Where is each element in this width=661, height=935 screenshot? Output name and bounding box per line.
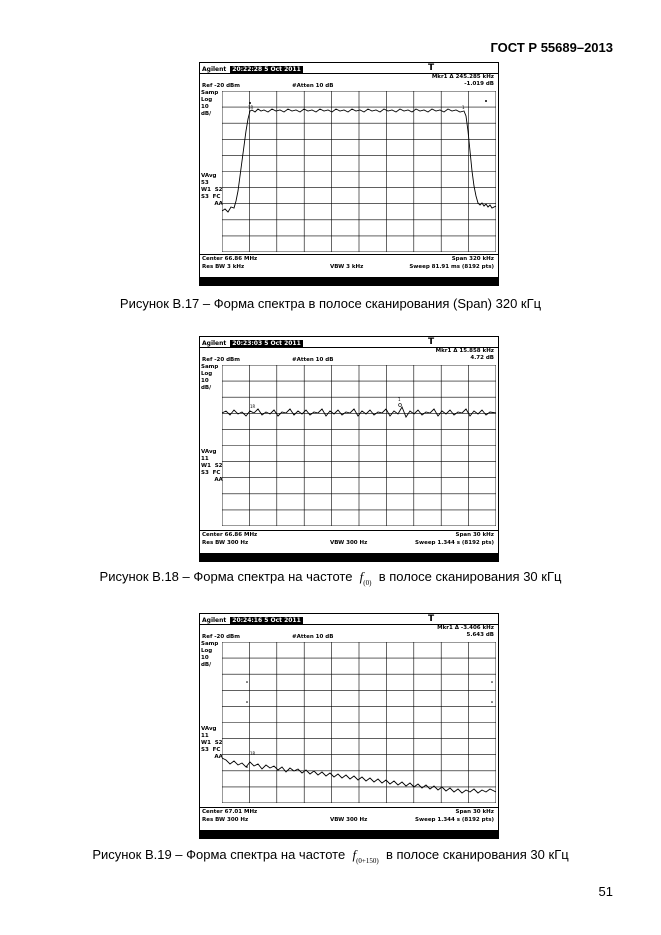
timestamp: 20:24:16 5 Oct 2011 [232,617,301,624]
svg-text:1R: 1R [250,751,256,756]
figure-caption-2: Рисунок В.18 – Форма спектра на частоте $f_{(0)}$ в полосе сканирования 30 кГц [99,569,562,587]
trigger-icon: T [428,63,435,73]
sweep: Sweep 81.91 ms (8192 pts) [409,264,494,270]
trigger-icon: T [428,337,435,347]
sweep: Sweep 1.344 s (8192 pts) [415,540,494,546]
avg-mode: VAvg 53 W1 S2 S3 FC AA [201,173,223,207]
ref-level: Ref -20 dBm [202,83,240,89]
ref-level: Ref -20 dBm [202,634,240,640]
instrument-header [202,340,303,347]
avg-mode: VAvg 11 W1 S2 S3 FC AA [201,449,223,483]
span: Span 30 kHz [455,809,494,815]
span: Span 320 kHz [451,256,494,262]
spectrum-screenshot-2 [199,336,499,562]
figure-caption-1: Рисунок В.17 – Форма спектра в полосе сканирования (Span) 320 кГц [119,296,542,311]
agilent-logo: Agilent [202,340,227,347]
sweep: Sweep 1.344 s (8192 pts) [415,817,494,823]
center-freq: Center 66.86 MHz [202,532,258,538]
attenuation: #Atten 10 dB [292,357,334,363]
status-bar [200,553,498,561]
span: Span 30 kHz [455,532,494,538]
spectrum-plot [222,642,496,803]
spectrum-plot [222,91,496,252]
vbw: VBW 3 kHz [330,264,364,270]
res-bw: Res BW 3 kHz [202,264,245,270]
timestamp: 20:22:28 5 Oct 2011 [232,66,301,73]
agilent-logo: Agilent [202,66,227,73]
svg-text:1R: 1R [248,105,254,110]
svg-text:1: 1 [462,105,465,110]
spectrum-screenshot-3 [199,613,499,839]
avg-mode: VAvg 11 W1 S2 S3 FC AA [201,726,223,760]
res-bw: Res BW 300 Hz [202,817,249,823]
attenuation: #Atten 10 dB [292,634,334,640]
timestamp: 20:23:03 5 Oct 2011 [232,340,301,347]
center-freq: Center 66.86 MHz [202,256,258,262]
standard-header: ГОСТ Р 55689–2013 [490,40,613,55]
instrument-header [202,66,303,73]
scale-mode: Samp Log 10 dB/ [201,364,219,391]
res-bw: Res BW 300 Hz [202,540,249,546]
page-number: 51 [598,884,613,899]
ref-level: Ref -20 dBm [202,357,240,363]
marker-readout: Mkr1 Δ 15.858 kHz 4.72 dB [435,348,494,361]
spectrum-screenshot-1 [199,62,499,286]
scale-mode: Samp Log 10 dB/ [201,90,219,117]
figure-caption-3: Рисунок В.19 – Форма спектра на частоте $f_{(0+150)}$ в полосе сканирования 30 кГц [92,847,569,865]
vbw: VBW 300 Hz [330,540,368,546]
trigger-icon: T [428,614,435,624]
vbw: VBW 300 Hz [330,817,368,823]
status-bar [200,277,498,285]
marker-readout: Mkr1 Δ -3.406 kHz 5.643 dB [437,625,494,638]
agilent-logo: Agilent [202,617,227,624]
instrument-header [202,617,303,624]
center-freq: Center 67.01 MHz [202,809,258,815]
svg-text:1: 1 [398,397,401,402]
marker-readout: Mkr1 Δ 245.285 kHz -1.019 dB [431,74,494,87]
status-bar [200,830,498,838]
scale-mode: Samp Log 10 dB/ [201,641,219,668]
svg-text:1R: 1R [250,404,256,409]
attenuation: #Atten 10 dB [292,83,334,89]
spectrum-plot [222,365,496,526]
